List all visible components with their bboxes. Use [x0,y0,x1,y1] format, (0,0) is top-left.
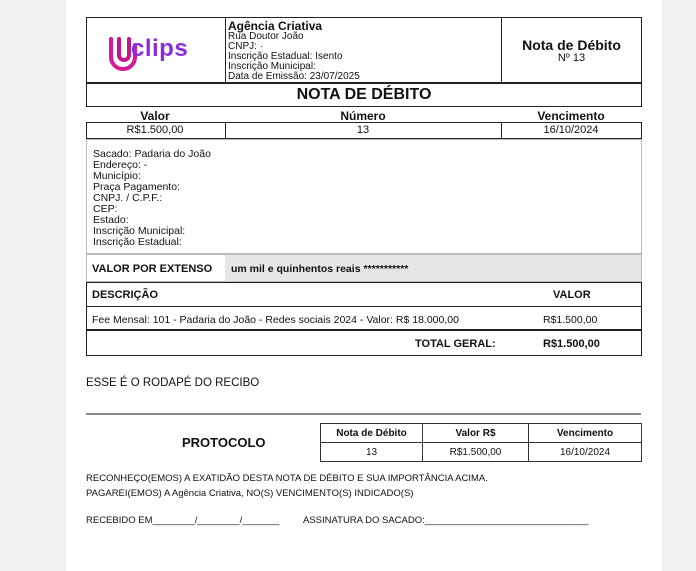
header-block [86,17,642,83]
summary-value-vencimento: 16/10/2024 [543,124,599,136]
company-info [228,20,498,82]
protocol-title: PROTOCOLO [182,435,266,450]
extenso-value: um mil e quinhentos reais *********** [231,263,409,275]
payer-sacado: Sacado: Padaria do João [93,148,211,160]
protocol-header-nota: Nota de Débito [336,428,407,439]
divider [86,413,641,415]
doc-header-number: Nº 13 [557,52,586,64]
payer-cnpj: CNPJ. / C.P.F.: [93,192,163,204]
summary-header-numero: Número [340,109,386,123]
total-value: R$1.500,00 [543,338,600,350]
signature-line: ASSINATURA DO SACADO:_______________________________ [303,515,589,526]
page-title: NOTA DE DÉBITO [296,86,432,103]
item-value: R$1.500,00 [543,314,598,326]
payer-box [86,139,642,254]
payer-endereco: Endereço: - [93,159,148,171]
items-header-desc: DESCRIÇÃO [92,289,159,301]
footer-note: ESSE É O RODAPÉ DO RECIBO [86,377,260,389]
company-state-registration: Inscrição Estadual: Isento [228,51,343,62]
issue-date: Data de Emissão: 23/07/2025 [228,71,360,82]
receipt-page [66,0,662,571]
summary-value-numero: 13 [356,124,370,136]
payer-cep: CEP: [93,203,118,215]
title-row [86,83,642,107]
extenso-label: VALOR POR EXTENSO [92,263,213,275]
protocol-value-nota: 13 [365,447,378,458]
company-municipal-registration: Inscrição Municipal: [228,61,316,72]
items-table [86,282,642,330]
received-date-line: RECEBIDO EM________/________/_______ [86,515,280,526]
summary-header-valor: Valor [140,109,170,123]
company-cnpj: CNPJ: · [228,41,263,52]
payer-municipio: Município: [93,170,141,182]
ack-line-2: PAGAREI(EMOS) A Agência Criativa, NO(S) VENCIMENTO(S) INDICADO(S) [86,488,414,499]
protocol-table [320,423,642,462]
total-label: TOTAL GERAL: [415,338,496,350]
total-row [86,330,642,356]
company-address: Rua Doutor João [228,31,304,42]
extenso-row [86,254,642,282]
payer-praca: Praça Pagamento: [93,181,180,193]
protocol-header-vencimento: Vencimento [556,428,614,439]
doc-header-title: Nota de Débito [522,37,621,53]
summary-value-valor: R$1.500,00 [126,124,184,136]
summary-header-vencimento: Vencimento [537,109,605,123]
payer-insc-estadual: Inscrição Estadual: [93,236,182,248]
doc-header [502,38,641,64]
company-logo [103,31,223,71]
logo-text: clips [131,35,189,62]
protocol-value-valor: R$1.500,00 [449,447,502,458]
payer-insc-municipal: Inscrição Municipal: [93,225,186,237]
protocol-header-valor: Valor R$ [455,428,496,439]
protocol-value-vencimento: 16/10/2024 [559,447,611,458]
payer-estado: Estado: [93,214,129,226]
items-header-value: VALOR [553,289,591,301]
company-name: Agência Criativa [228,19,323,33]
item-desc: Fee Mensal: 101 - Padaria do João - Redes sociais 2024 - Valor: R$ 18.000,00 [92,314,459,326]
ack-line-1: RECONHEÇO(EMOS) A EXATIDÃO DESTA NOTA DE DÉBITO E SUA IMPORTÂNCIA ACIMA. [86,473,488,484]
